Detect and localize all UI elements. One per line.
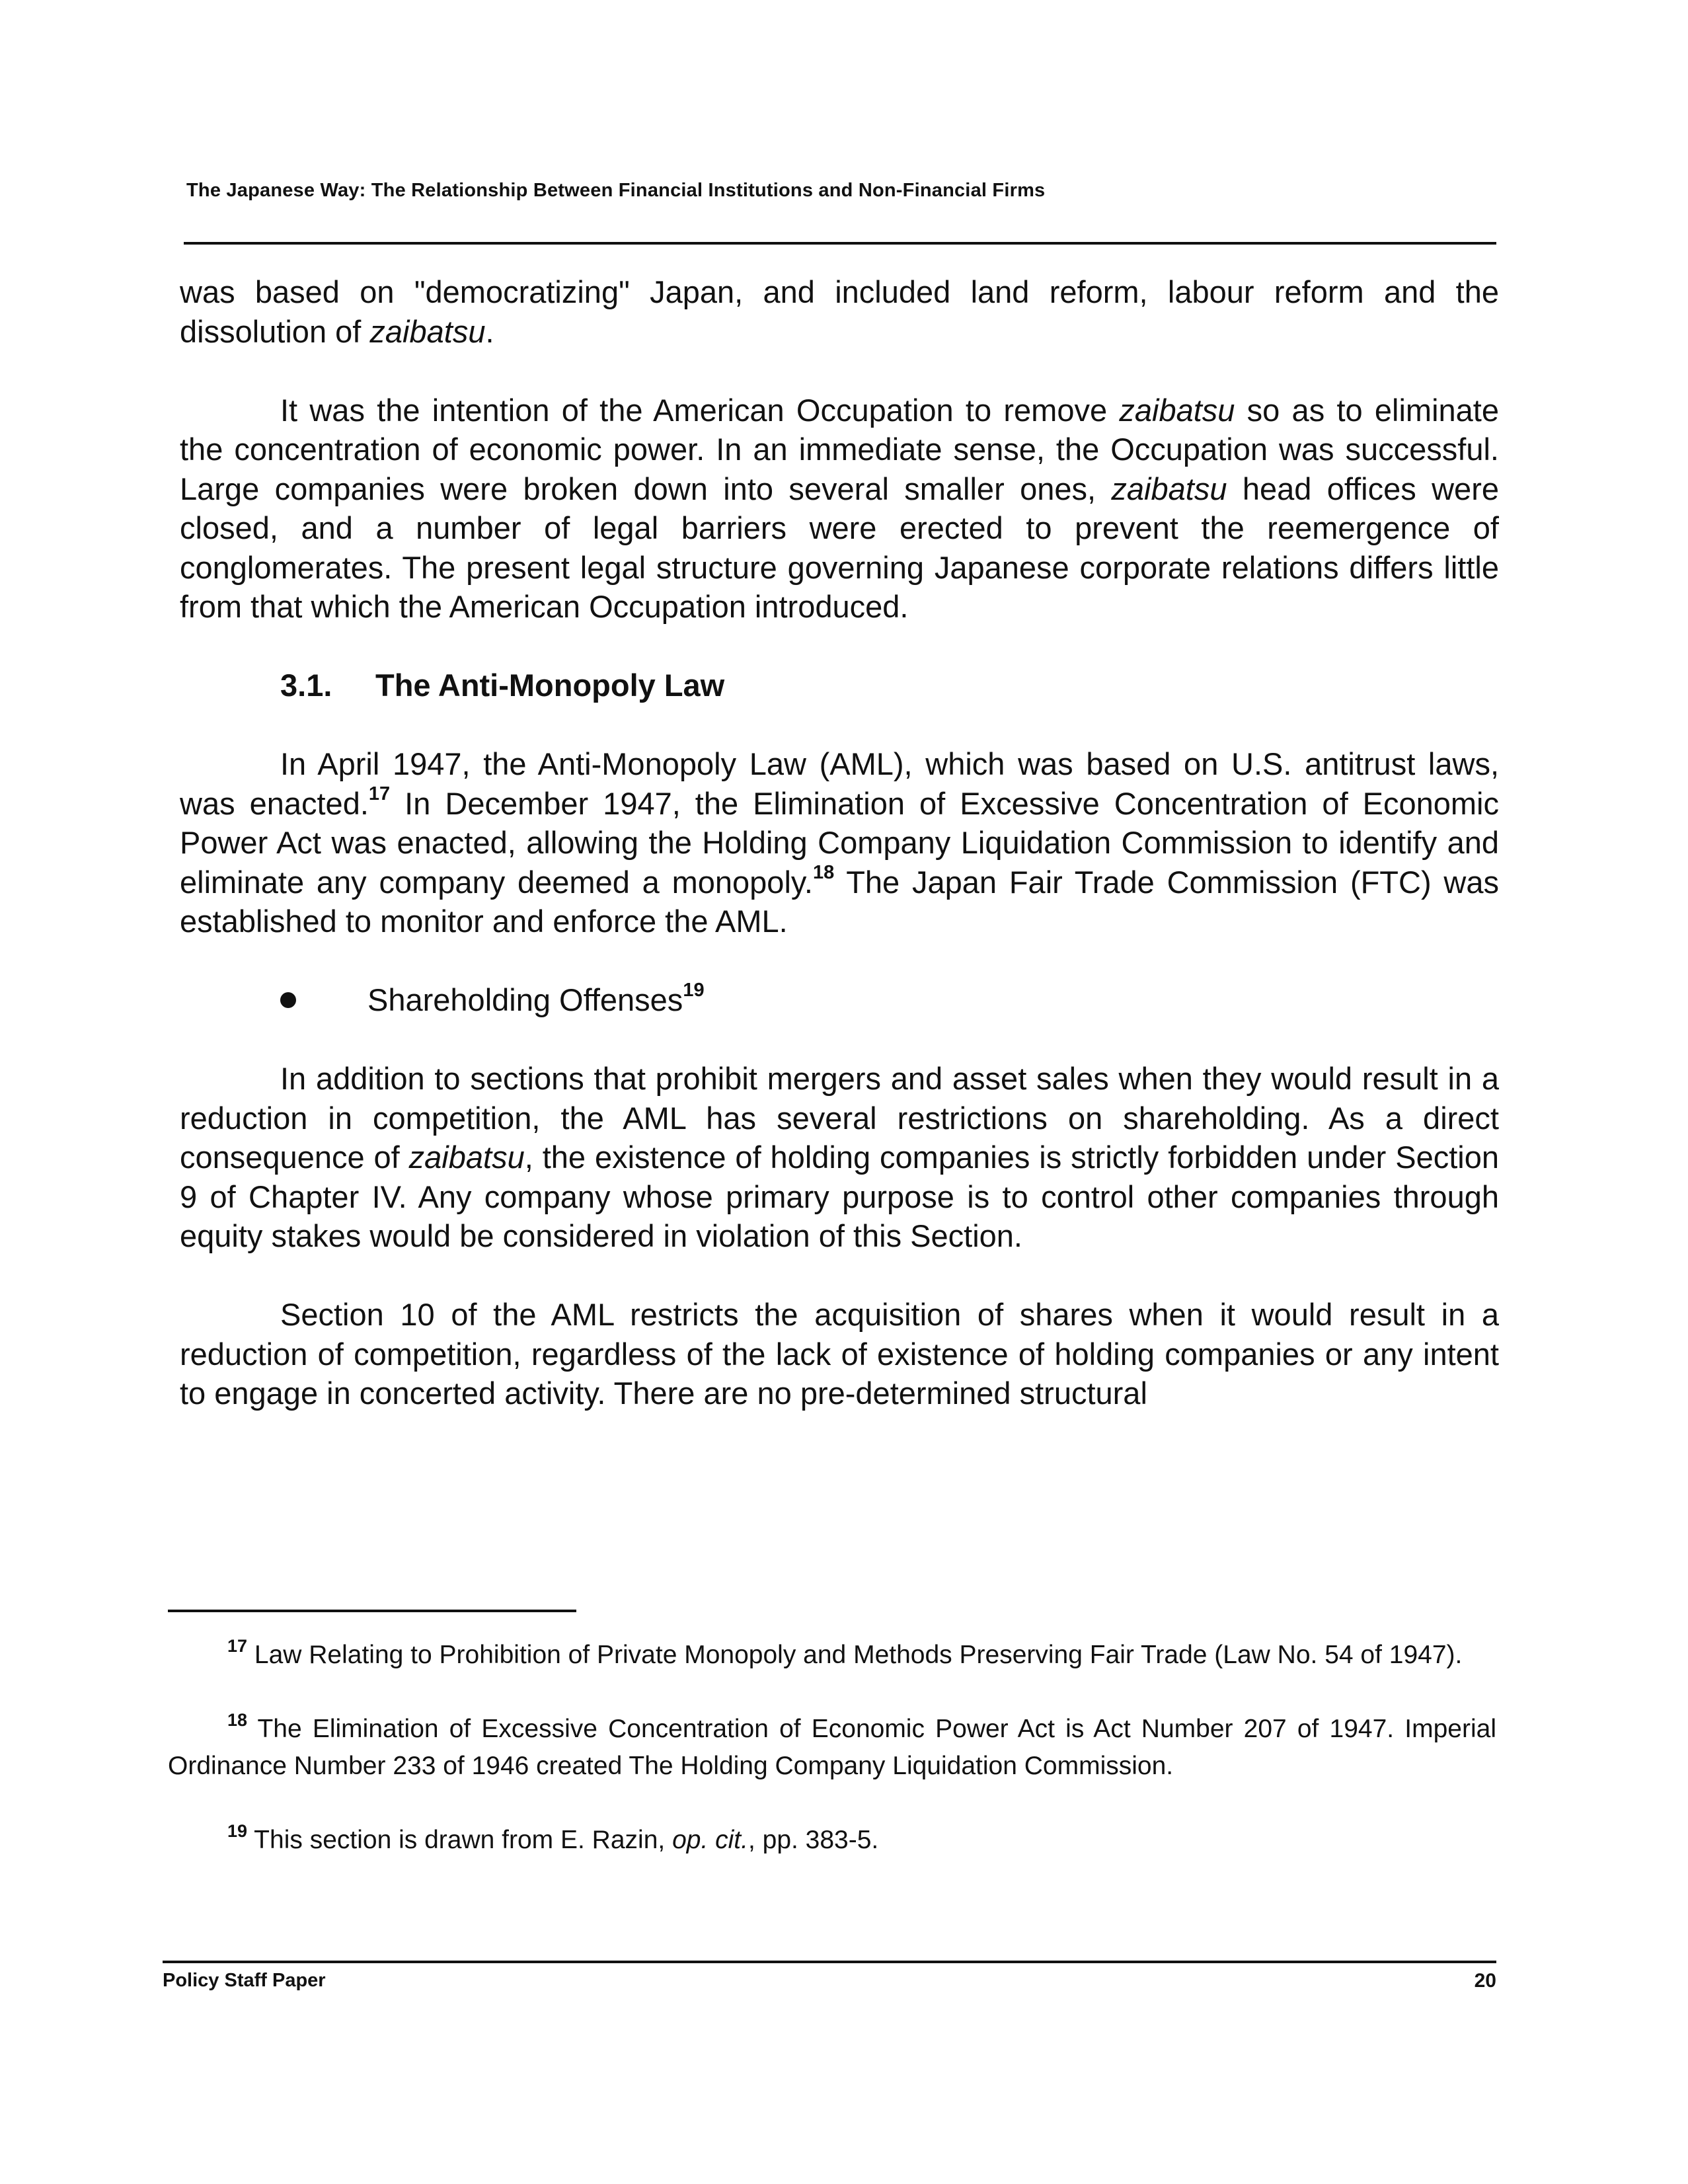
footnote-ref-18: 18: [812, 861, 835, 883]
text-span: In April 1947, the Anti-Monopoly Law (AML), which was based on U.S. antitrust laws, was enacted.: [180, 746, 1499, 821]
text-span: It was the intention of the American Occupation to remove: [280, 392, 1120, 428]
footnote-ref-19: 19: [683, 980, 705, 1001]
footnote-19: [168, 1822, 1496, 1859]
text-span: was based on "democratizing" Japan, and included land reform, labour reform and the dissolution of: [180, 274, 1499, 349]
bullet-label: Shareholding Offenses: [367, 982, 683, 1017]
text-span: The Japan Fair Trade Commission (FTC) was established to monitor and enforce the AML.: [180, 864, 1499, 939]
footnote-ref-17: 17: [368, 783, 391, 804]
text-span: , the existence of holding companies is strictly forbidden under Section 9 of Chapter IV. Any company whose primary purpose is to control other companies through equity stakes would be considered in violation of this Section.: [180, 1140, 1499, 1253]
bullet-item: [280, 980, 1499, 1020]
page-number: 20: [1474, 1970, 1496, 1992]
text-span: head offices were closed, and a number of legal barriers were erected to prevent the reemergence of conglomerates. The present legal structure governing Japanese corporate relations differs little from that which the American Occupation introduced.: [180, 471, 1499, 624]
footnote-text: This section is drawn from E. Razin,: [247, 1826, 673, 1854]
paragraph-1: [180, 272, 1499, 351]
section-title: The Anti-Monopoly Law: [375, 668, 725, 703]
running-header: The Japanese Way: The Relationship Between Financial Institutions and Non-Financial Firms: [186, 180, 1046, 201]
footnote-text: Law Relating to Prohibition of Private Monopoly and Methods Preserving Fair Trade (Law No. 54 of 1947).: [247, 1641, 1463, 1669]
italic-term: zaibatsu: [1111, 471, 1227, 506]
bullet-icon: [280, 992, 296, 1008]
text-span: Section 10 of the AML restricts the acquisition of shares when it would result in a reduction of competition, regardless of the lack of existence of holding companies or any intent to engage in concerted activity. There are no pre-determined structural: [180, 1297, 1499, 1411]
footnotes: [168, 1637, 1496, 1859]
footnote-number: 19: [227, 1821, 248, 1841]
footnote-rule: [168, 1610, 576, 1612]
text-span: .: [485, 313, 494, 349]
italic-term: zaibatsu: [1119, 392, 1235, 428]
section-heading: [280, 666, 1499, 705]
section-number: 3.1.: [280, 668, 332, 703]
paragraph-3: [180, 744, 1499, 941]
paragraph-5: [180, 1295, 1499, 1413]
text-span: In December 1947, the Elimination of Excessive Concentration of Economic Power Act was enacted, allowing the Holding Company Liquidation Commission to identify and eliminate any company deemed a monopoly.: [180, 785, 1499, 900]
footer-title: Policy Staff Paper: [163, 1970, 326, 1991]
body-text: [180, 272, 1499, 1413]
footnote-number: 18: [227, 1710, 248, 1730]
footnote-18: [168, 1711, 1496, 1785]
italic-term: zaibatsu: [369, 313, 486, 349]
footnote-17: [168, 1637, 1496, 1674]
footnote-text: , pp. 383-5.: [748, 1826, 879, 1854]
footer-rule: [163, 1961, 1496, 1963]
footnote-text: The Elimination of Excessive Concentration of Economic Power Act is Act Number 207 of 1947. Imperial Ordinance Number 233 of 1946 created The Holding Company Liquidation Commission.: [168, 1715, 1496, 1780]
paragraph-4: [180, 1059, 1499, 1256]
text-span: In addition to sections that prohibit mergers and asset sales when they would result in a reduction in competition, the AML has several restrictions on shareholding. As a direct consequence of: [180, 1061, 1499, 1175]
header-rule: [184, 242, 1496, 245]
footnote-number: 17: [227, 1636, 248, 1656]
text-span: so as to eliminate the concentration of economic power. In an immediate sense, the Occupation was successful. Large companies were broken down into several smaller ones,: [180, 392, 1499, 506]
italic-term: zaibatsu: [408, 1140, 525, 1175]
paragraph-2: [180, 391, 1499, 627]
italic-term: op. cit.: [672, 1826, 748, 1854]
